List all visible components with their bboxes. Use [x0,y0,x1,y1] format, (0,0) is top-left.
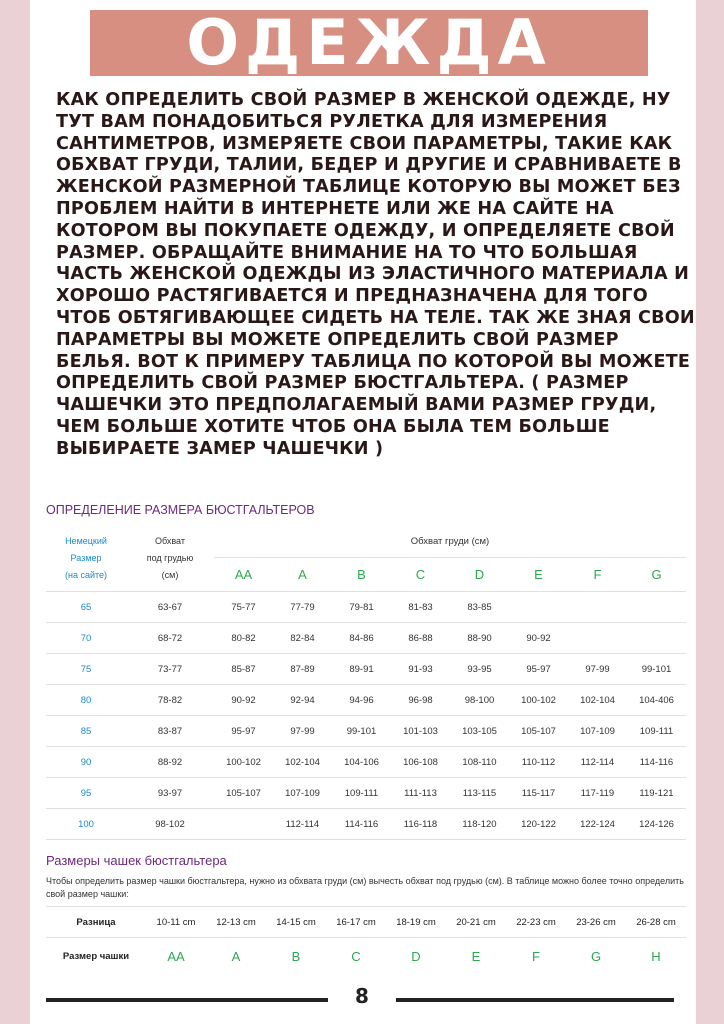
difference-cell: 22-23 cm [506,907,566,938]
bust-range-cell: 108-110 [450,747,509,778]
german-size-cell: 85 [46,716,126,747]
bust-range-cell: 118-120 [450,809,509,840]
german-size-cell: 95 [46,778,126,809]
cup-size-table [46,906,686,974]
right-decorative-bar [696,0,724,1024]
bust-range-cell: 90-92 [214,685,273,716]
bust-range-cell: 105-107 [214,778,273,809]
size-table-row [46,623,686,654]
bust-range-cell: 111-113 [391,778,450,809]
bust-range-cell: 96-98 [391,685,450,716]
bust-range-cell: 87-89 [273,654,332,685]
bust-range-cell: 112-114 [273,809,332,840]
cup-size-row [46,938,686,975]
bust-range-cell: 101-103 [391,716,450,747]
underbust-cell: 73-77 [126,654,214,685]
bust-range-cell: 86-88 [391,623,450,654]
difference-cell: 12-13 cm [206,907,266,938]
underbust-cell: 88-92 [126,747,214,778]
bust-range-cell: 106-108 [391,747,450,778]
difference-cell: 16-17 cm [326,907,386,938]
bust-range-cell: 97-99 [273,716,332,747]
footer-rule-left [46,998,328,1002]
bust-range-cell: 80-82 [214,623,273,654]
cup-header: E [509,558,568,592]
bust-range-cell: 95-97 [509,654,568,685]
bust-range-cell: 95-97 [214,716,273,747]
bust-range-cell: 112-114 [568,747,627,778]
cup-size-cell: G [590,948,602,964]
bust-range-cell: 91-93 [391,654,450,685]
german-size-cell: 90 [46,747,126,778]
underbust-header: Обхват под грудью (см) [126,525,214,592]
difference-cell: 14-15 cm [266,907,326,938]
page-title: ОДЕЖДА [186,6,552,79]
bust-range-cell: 83-85 [450,592,509,623]
underbust-cell: 98-102 [126,809,214,840]
bust-range-cell [627,592,686,623]
size-table-row [46,592,686,623]
bust-range-cell: 98-100 [450,685,509,716]
bust-range-cell [627,623,686,654]
size-table-row [46,654,686,685]
bust-range-cell: 93-95 [450,654,509,685]
bust-range-cell [568,592,627,623]
bust-range-cell: 117-119 [568,778,627,809]
difference-cell: 10-11 cm [146,907,206,938]
difference-cell: 20-21 cm [446,907,506,938]
underbust-cell: 83-87 [126,716,214,747]
size-table-row [46,778,686,809]
bust-range-cell: 113-115 [450,778,509,809]
bust-range-cell: 124-126 [627,809,686,840]
bust-range-cell: 115-117 [509,778,568,809]
cup-header: C [391,558,450,592]
bust-range-cell: 85-87 [214,654,273,685]
bust-range-cell: 77-79 [273,592,332,623]
underbust-cell: 63-67 [126,592,214,623]
intro-paragraph: КАК ОПРЕДЕЛИТЬ СВОЙ РАЗМЕР В ЖЕНСКОЙ ОДЕЖДЕ, НУ ТУТ ВАМ ПОНАДОБИТЬСЯ РУЛЕТКА ДЛЯ ИЗМЕРЕНИЯ САНТИМЕТРОВ, ИЗМЕРЯЕТЕ СВОИ ПАРАМЕТРЫ, ТАКИЕ КАК ОБХВАТ ГРУДИ, ТАЛИИ, БЕДЕР И ДРУГИЕ И СРАВНИВАЕТЕ В ЖЕНСКОЙ РАЗМЕРНОЙ ТАБЛИЦЕ КОТОРУЮ ВЫ МОЖЕТ БЕЗ ПРОБЛЕМ НАЙТИ В ИНТЕРНЕТЕ ИЛИ ЖЕ НА САЙТЕ НА КОТОРОМ ВЫ ПОКУПАЕТЕ ОДЕЖДУ, И ОПРЕДЕЛЯЕТЕ СВОЙ РАЗМЕР. ОБРАЩАЙТЕ ВНИМАНИЕ НА ТО ЧТО БОЛЬШАЯ ЧАСТЬ ЖЕНСКОЙ ОДЕЖДЫ ИЗ ЭЛАСТИЧНОГО МАТЕРИАЛА И ХОРОШО РАСТЯГИВАЕТСЯ И ПРЕДНАЗНАЧЕНА ДЛЯ ТОГО ЧТОБ ОБТЯГИВАЮЩЕЕ СИДЕТЬ НА ТЕЛЕ. ТАК ЖЕ ЗНАЯ СВОИ ПАРАМЕТРЫ ВЫ МОЖЕТЕ ОПРЕДЕЛИТЬ СВОЙ РАЗМЕР БЕЛЬЯ. ВОТ К ПРИМЕРУ ТАБЛИЦА ПО КОТОРОЙ ВЫ МОЖЕТЕ ОПРЕДЕЛИТЬ СВОЙ РАЗМЕР БЮСТГАЛЬТЕРА. ( РАЗМЕР ЧАШЕЧКИ ЭТО ПРЕДПОЛАГАЕМЫЙ ВАМИ РАЗМЕР ГРУДИ, ЧЕМ БОЛЬШЕ ХОТИТЕ ЧТОБ ОНА БЫЛА ТЕМ БОЛЬШЕ ВЫБИРАЕТЕ ЗАМЕР ЧАШЕЧКИ ) [56,90,695,459]
cup-size-cell: B [291,948,301,964]
bust-range-cell: 88-90 [450,623,509,654]
bust-range-cell: 114-116 [332,809,391,840]
bust-range-cell: 103-105 [450,716,509,747]
bust-range-cell: 100-102 [214,747,273,778]
bust-range-cell: 107-109 [568,716,627,747]
bust-range-cell: 92-94 [273,685,332,716]
size-table-row [46,685,686,716]
difference-cell: 23-26 cm [566,907,626,938]
bust-range-cell: 120-122 [509,809,568,840]
bust-range-cell: 104-106 [332,747,391,778]
page-content [30,0,696,1024]
difference-row [46,907,686,938]
cup-header: B [332,558,391,592]
size-table-heading: ОПРЕДЕЛЕНИЕ РАЗМЕРА БЮСТГАЛЬТЕРОВ [46,503,315,517]
title-banner [90,6,648,79]
bust-range-cell: 116-118 [391,809,450,840]
cup-header: F [568,558,627,592]
cup-size-cell: C [351,948,361,964]
difference-cell: 18-19 cm [386,907,446,938]
cup-table-note: Чтобы определить размер чашки бюстгальтера, нужно из обхвата груди (см) вычесть обхват под грудью (см). В таблице можно более точно определить свой размер чашки: [46,876,684,899]
bust-range-cell: 107-109 [273,778,332,809]
bust-range-cell: 84-86 [332,623,391,654]
bust-range-cell: 97-99 [568,654,627,685]
cup-header: A [273,558,332,592]
bust-range-cell: 75-77 [214,592,273,623]
cup-size-cell: D [411,948,421,964]
cup-header: G [627,558,686,592]
bust-range-cell: 114-116 [627,747,686,778]
bust-range-cell: 79-81 [332,592,391,623]
bust-range-cell: 104-406 [627,685,686,716]
bust-range-cell: 102-104 [568,685,627,716]
bust-range-cell [509,592,568,623]
underbust-cell: 93-97 [126,778,214,809]
bust-range-cell: 81-83 [391,592,450,623]
bust-range-cell: 122-124 [568,809,627,840]
bust-range-cell: 89-91 [332,654,391,685]
bust-range-cell: 94-96 [332,685,391,716]
bust-range-cell: 109-111 [332,778,391,809]
difference-cell: 26-28 cm [626,907,686,938]
bust-range-cell: 100-102 [509,685,568,716]
cup-size-cell: E [471,948,481,964]
german-size-cell: 100 [46,809,126,840]
bust-range-cell: 105-107 [509,716,568,747]
cup-header: D [450,558,509,592]
size-table-header [46,525,686,558]
bust-range-cell: 102-104 [273,747,332,778]
german-size-cell: 80 [46,685,126,716]
bust-range-cell: 99-101 [332,716,391,747]
cup-size-cell: AA [167,948,185,964]
german-size-cell: 75 [46,654,126,685]
bust-range-cell: 110-112 [509,747,568,778]
page-number: 8 [355,984,369,1008]
size-table-row [46,716,686,747]
bust-range-cell [568,623,627,654]
cup-size-label: Размер чашки [62,950,130,962]
bust-range-cell: 99-101 [627,654,686,685]
german-size-cell: 65 [46,592,126,623]
bust-range-cell: 119-121 [627,778,686,809]
cup-table-heading: Размеры чашек бюстгальтера [46,853,227,868]
bust-range-cell [214,809,273,840]
cup-size-cell: A [231,948,241,964]
bust-header: Обхват груди (см) [410,535,490,547]
bust-range-cell: 82-84 [273,623,332,654]
size-table-row [46,747,686,778]
german-size-cell: 70 [46,623,126,654]
left-decorative-bar [0,0,30,1024]
difference-label: Разница [46,907,146,938]
bust-range-cell: 109-111 [627,716,686,747]
underbust-cell: 68-72 [126,623,214,654]
german-size-header: Немецкий Размер (на сайте) [46,525,126,592]
bust-range-cell: 90-92 [509,623,568,654]
size-table-row [46,809,686,840]
cup-size-cell: H [651,948,661,964]
cup-header: AA [214,558,273,592]
bra-size-table [46,525,686,840]
cup-size-cell: F [532,948,540,964]
footer-rule-right [396,998,674,1002]
underbust-cell: 78-82 [126,685,214,716]
